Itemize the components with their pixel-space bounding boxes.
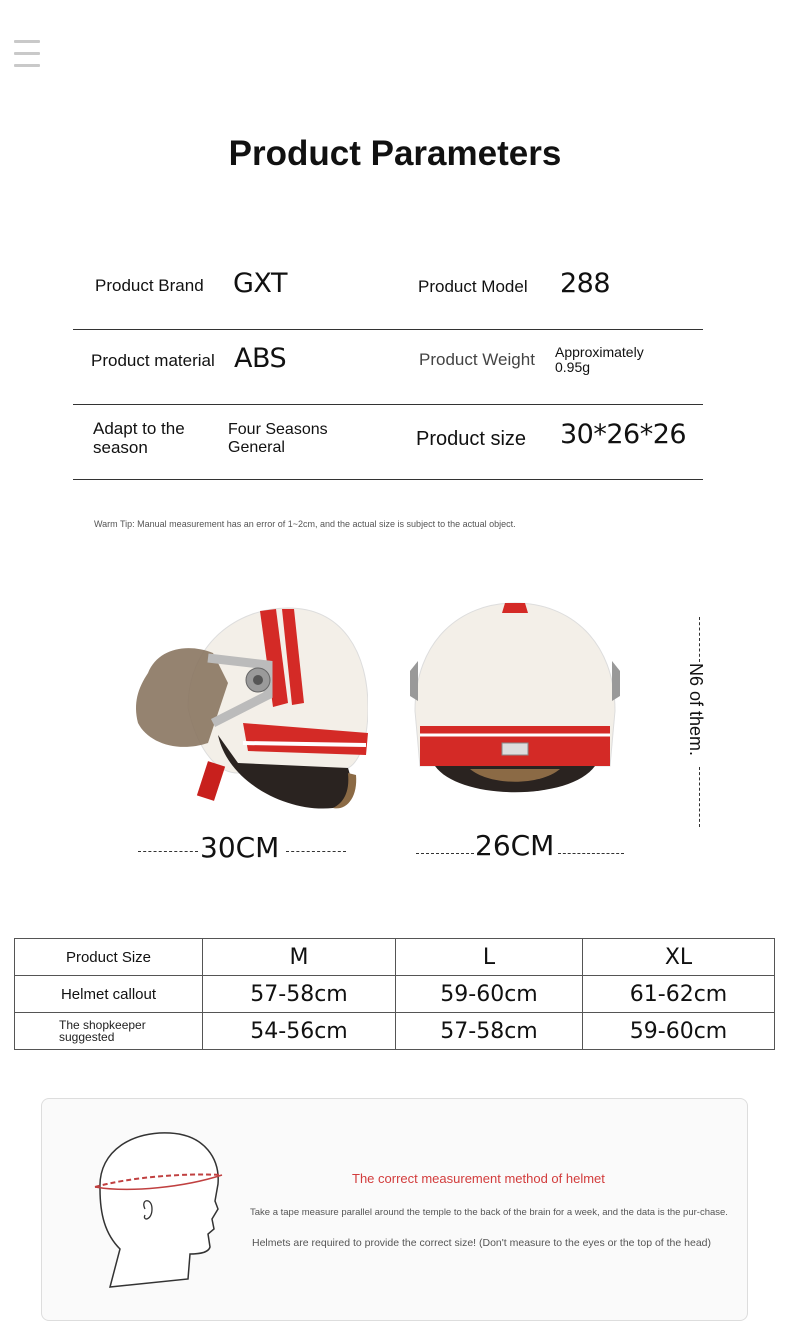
warm-tip: Warm Tip: Manual measurement has an error of 1~2cm, and the actual size is subject to the actual object. <box>94 519 516 529</box>
callout-l: 59-60cm <box>396 976 583 1013</box>
season-value-line1: Four Seasons <box>228 421 328 438</box>
size-label: Product size <box>416 428 527 450</box>
weight-value <box>555 345 644 376</box>
vertical-dim-line-bottom <box>699 767 700 827</box>
size-table-header <box>15 939 775 976</box>
model-label: Product Model <box>418 277 528 296</box>
back-dim-line-right <box>558 853 624 854</box>
size-m: M <box>203 939 396 976</box>
size-table-row-suggested <box>15 1013 775 1050</box>
callout-label: Helmet callout <box>15 976 203 1013</box>
menu-icon[interactable] <box>14 40 40 70</box>
season-label-line2: season <box>93 437 148 457</box>
suggested-xl: 59-60cm <box>583 1013 775 1050</box>
measurement-line1: Take a tape measure parallel around the temple to the back of the brain for a week, and the data is the pur-chase. <box>250 1207 728 1218</box>
weight-value-line2: 0.95g <box>555 359 591 376</box>
brand-label: Product Brand <box>95 276 204 295</box>
measurement-card <box>41 1098 748 1321</box>
suggested-label-line1: The shopkeeper <box>59 1018 146 1032</box>
param-row-brand <box>73 255 703 330</box>
season-value <box>228 421 328 456</box>
suggested-m: 54-56cm <box>203 1013 396 1050</box>
head-measure-image <box>90 1129 230 1291</box>
side-dim-line-left <box>138 851 198 852</box>
weight-value-line1: Approximately <box>555 344 644 360</box>
size-table <box>14 938 775 1050</box>
measurement-title: The correct measurement method of helmet <box>352 1171 605 1186</box>
material-label: Product material <box>91 351 215 370</box>
size-l: L <box>396 939 583 976</box>
model-value: 288 <box>560 268 611 299</box>
param-row-season <box>73 405 703 480</box>
material-value: ABS <box>234 343 287 374</box>
size-value: 30*26*26 <box>560 419 687 450</box>
side-dimension: 30CM <box>200 831 280 864</box>
side-dim-line-right <box>286 851 346 852</box>
suggested-label <box>15 1013 203 1050</box>
callout-m: 57-58cm <box>203 976 396 1013</box>
back-dimension: 26CM <box>475 829 555 862</box>
size-xl: XL <box>583 939 775 976</box>
season-label-line1: Adapt to the <box>93 419 185 438</box>
measurement-line2: Helmets are required to provide the correct size! (Don't measure to the eyes or the top of the head) <box>252 1237 711 1249</box>
size-header-label: Product Size <box>15 939 203 976</box>
helmet-illustration-area <box>100 595 740 875</box>
brand-value: GXT <box>233 268 287 299</box>
helmet-side-image <box>118 603 368 813</box>
size-table-row-callout <box>15 976 775 1013</box>
vertical-dimension: N6 of them. <box>686 663 706 757</box>
suggested-l: 57-58cm <box>396 1013 583 1050</box>
helmet-back-image <box>410 601 620 806</box>
season-label <box>93 420 185 457</box>
suggested-label-line2: suggested <box>59 1030 115 1044</box>
vertical-dim-line-top <box>699 617 700 662</box>
page-title: Product Parameters <box>228 134 562 173</box>
callout-xl: 61-62cm <box>583 976 775 1013</box>
season-value-line2: General <box>228 438 285 456</box>
parameters-table <box>73 255 703 480</box>
param-row-material <box>73 330 703 405</box>
weight-label: Product Weight <box>419 350 535 369</box>
back-dim-line-left <box>416 853 474 854</box>
